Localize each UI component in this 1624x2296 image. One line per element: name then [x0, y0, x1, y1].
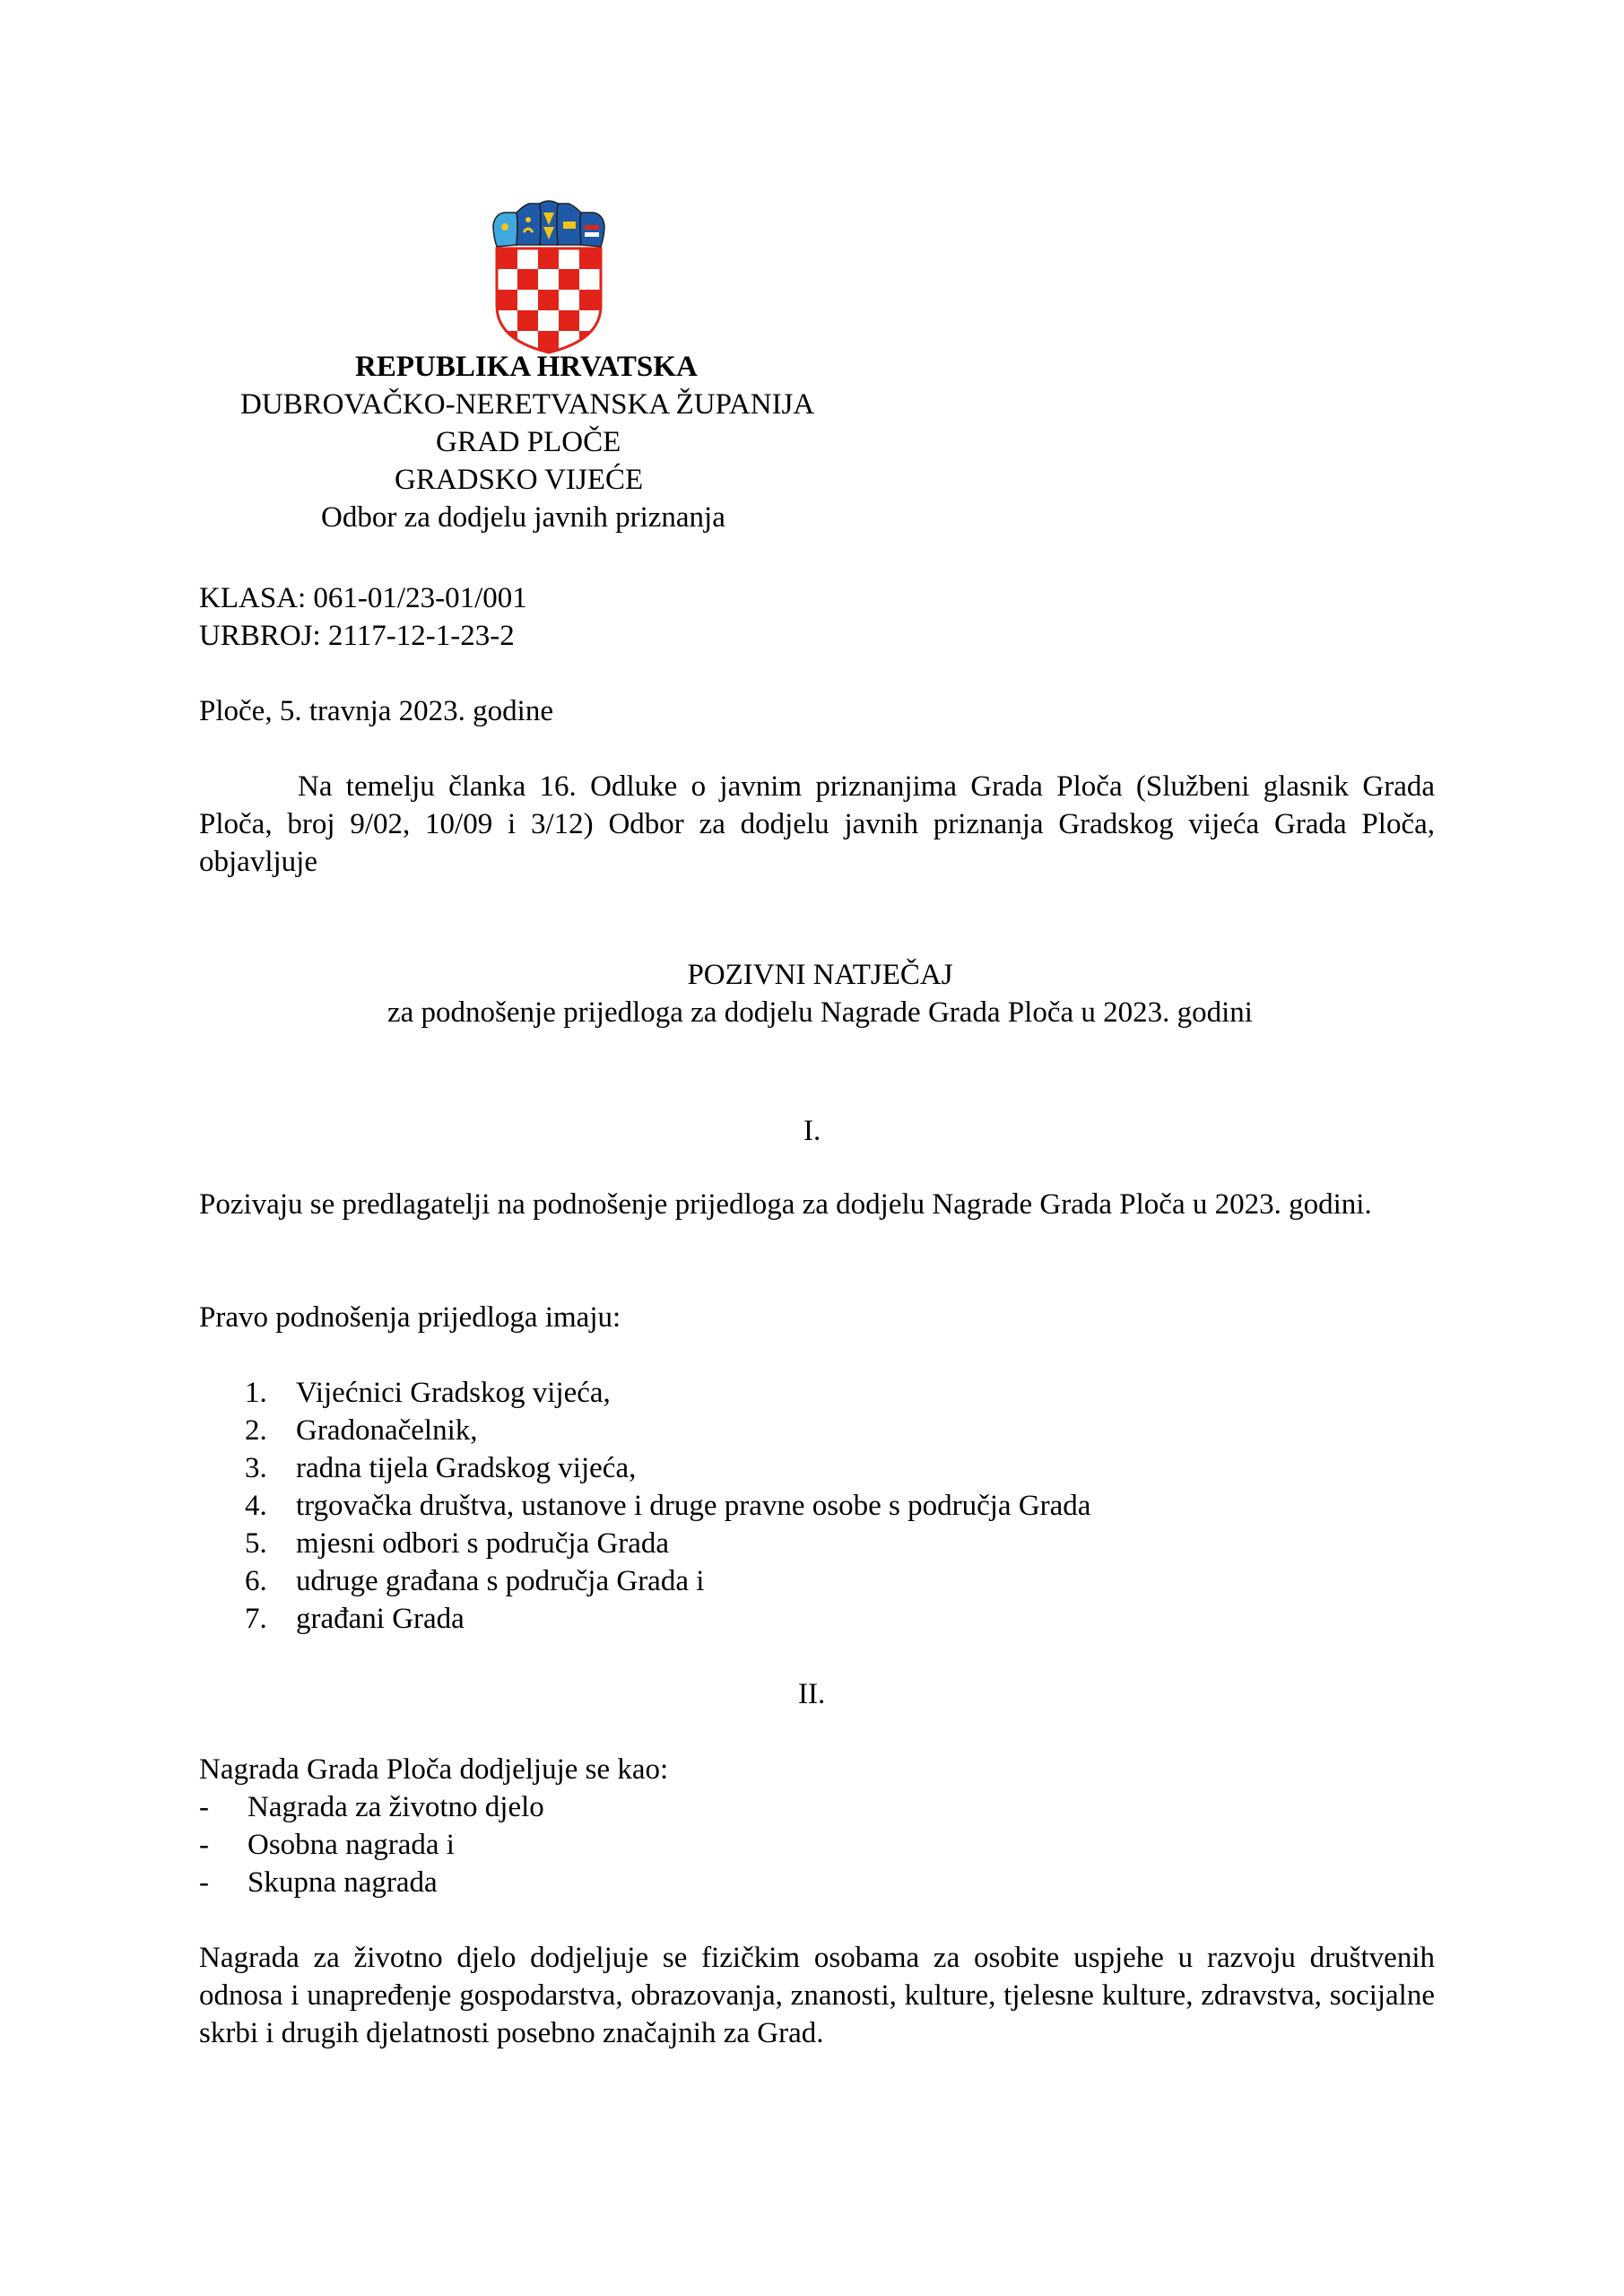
- section-2-heading: II.: [798, 1678, 826, 1710]
- list-item-number: 3.: [245, 1452, 267, 1484]
- life-work-award-paragraph: Nagrada za životno djelo dodjeljuje se fizičkim osobama za osobite uspjehe u razvoju društvenih odnosa i unapređenje gospodarstva, obrazovanja, znanosti, kulture, tjelesne kulture, zdravstva, socijalne skrbi i drugih djelatnosti posebno značajnih za Grad.: [199, 1942, 1435, 2049]
- republic-title: REPUBLIKA HRVATSKA: [355, 351, 698, 383]
- list-item-text: Gradonačelnik,: [296, 1414, 478, 1447]
- list-item-text: Nagrada za životno djelo: [248, 1791, 544, 1823]
- list-item-text: građani Grada: [296, 1603, 465, 1635]
- council-name: GRADSKO VIJEĆE: [395, 464, 644, 496]
- list-item-number: 7.: [245, 1603, 267, 1635]
- list-item-text: udruge građana s područja Grada i: [296, 1565, 705, 1597]
- list-item-number: 2.: [245, 1414, 267, 1447]
- intro-paragraph: Na temelju članka 16. Odluke o javnim priznanjima Grada Ploča (Službeni glasnik Grada Ploča, broj 9/02, 10/09 i 3/12) Odbor za dodjelu javnih priznanja Gradskog vijeća Grada Ploča, objavljuje: [199, 770, 1435, 878]
- list-item-number: 4.: [245, 1490, 267, 1522]
- coat-of-arms-icon: [484, 193, 613, 354]
- award-types-intro: Nagrada Grada Ploča dodjeljuje se kao:: [199, 1753, 669, 1786]
- list-item-bullet: -: [199, 1866, 209, 1899]
- section-1-heading: I.: [803, 1115, 821, 1147]
- county-name: DUBROVAČKO-NERETVANSKA ŽUPANIJA: [240, 388, 815, 421]
- city-name: GRAD PLOČE: [436, 426, 621, 458]
- list-item-text: mjesni odbori s područja Grada: [296, 1527, 670, 1560]
- list-item-text: Skupna nagrada: [248, 1866, 438, 1899]
- place-date: Ploče, 5. travnja 2023. godine: [199, 695, 554, 727]
- list-item-text: radna tijela Gradskog vijeća,: [296, 1452, 637, 1484]
- rights-label: Pravo podnošenja prijedloga imaju:: [199, 1301, 621, 1334]
- document-subtitle: za podnošenje prijedloga za dodjelu Nagrade Grada Ploča u 2023. godini: [387, 996, 1253, 1029]
- committee-name: Odbor za dodjelu javnih priznanja: [321, 501, 725, 534]
- list-item-text: Vijećnici Gradskog vijeća,: [296, 1377, 611, 1409]
- klasa: KLASA: 061-01/23-01/001: [199, 582, 527, 614]
- urbroj: URBROJ: 2117-12-1-23-2: [199, 620, 515, 652]
- list-item-bullet: -: [199, 1829, 209, 1861]
- list-item-number: 1.: [245, 1377, 267, 1409]
- list-item-number: 5.: [245, 1527, 267, 1560]
- section-1-paragraph: Pozivaju se predlagatelji na podnošenje prijedloga za dodjelu Nagrade Grada Ploča u 2023. godini.: [199, 1188, 1372, 1221]
- list-item-text: trgovačka društva, ustanove i druge pravne osobe s područja Grada: [296, 1490, 1091, 1522]
- list-item-text: Osobna nagrada i: [248, 1829, 455, 1861]
- list-item-bullet: -: [199, 1791, 209, 1823]
- list-item-number: 6.: [245, 1565, 267, 1597]
- document-title: POZIVNI NATJEČAJ: [687, 959, 953, 991]
